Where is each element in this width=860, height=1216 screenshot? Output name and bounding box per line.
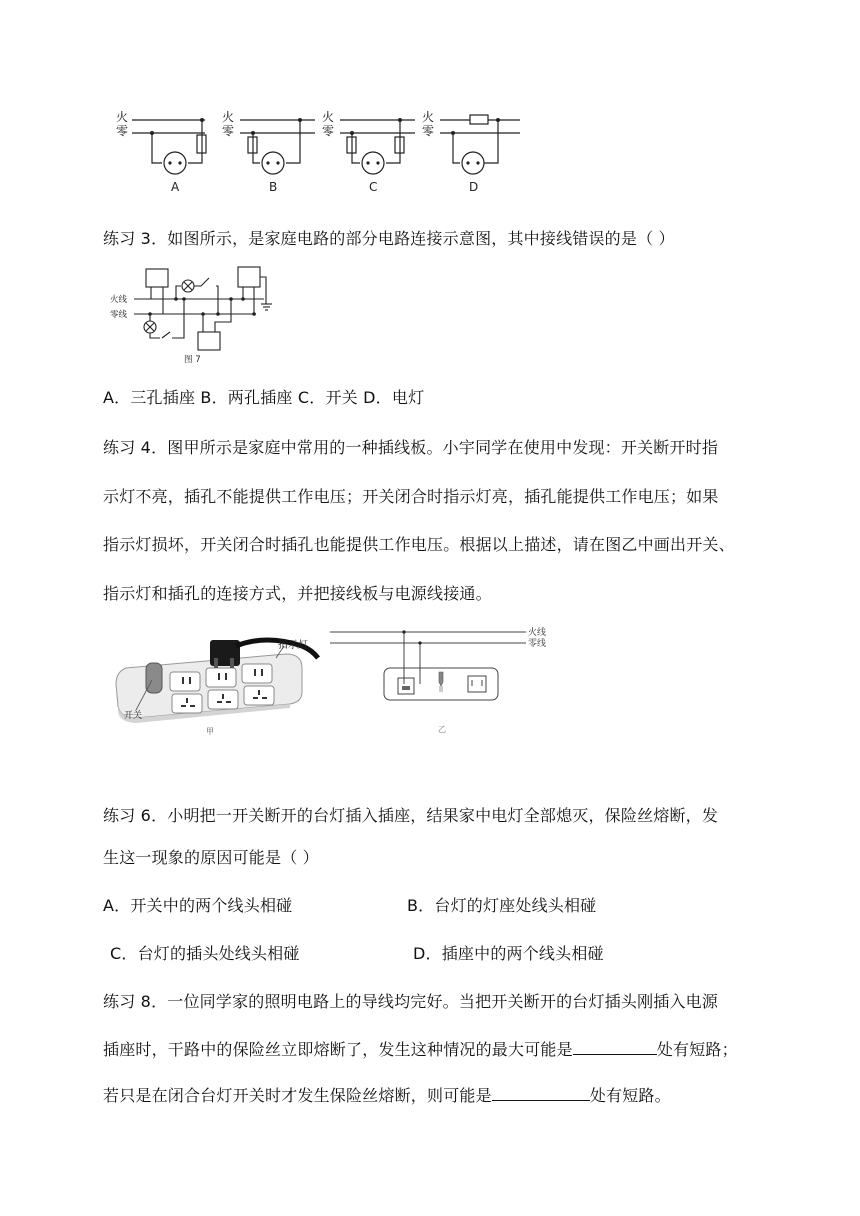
figure-yi-label: 乙 — [438, 725, 446, 734]
option-label-d: D — [469, 180, 479, 194]
circuit-options-figure — [110, 105, 530, 197]
q8-line-1: 练习 8．一位同学家的照明电路上的导线均完好。当把开关断开的台灯插头刚插入电源 — [103, 992, 719, 1011]
answer-blank-1 — [573, 1039, 657, 1055]
option-label-c: C — [369, 180, 378, 194]
q6-line-2: 生这一现象的原因可能是（ ） — [103, 848, 319, 867]
option-label-a: A — [171, 180, 180, 194]
neutral-wire-label-c: 零 — [322, 124, 335, 138]
neutral-wire-label-a: 零 — [116, 124, 129, 138]
q3-live-label: 火线 — [110, 295, 128, 305]
answer-blank-2 — [492, 1085, 590, 1101]
live-wire-label-d: 火 — [422, 110, 435, 124]
live-wire-label-c: 火 — [322, 110, 335, 124]
q8-line-2 — [103, 1039, 738, 1060]
wiring-board-figure — [326, 622, 566, 742]
q8-line-2-text: 插座时，干路中的保险丝立即熔断了，发生这种情况的最大可能是 — [103, 1040, 573, 1059]
q8-line-3 — [103, 1085, 671, 1106]
q3-circuit-figure — [106, 264, 286, 370]
neutral-wire-label-d: 零 — [422, 124, 435, 138]
q8-line-2-suffix: 处有短路； — [656, 1040, 738, 1059]
neutral-wire-label-b: 零 — [222, 124, 235, 138]
q4-live-label: 火线 — [528, 628, 547, 638]
option-label-b: B — [269, 180, 278, 194]
q4-line-1: 练习 4．图甲所示是家庭中常用的一种插线板。小宇同学在使用中发现：开关断开时指 — [103, 438, 719, 457]
q6-line-1: 练习 6．小明把一开关断开的台灯插入插座，结果家中电灯全部熄灭，保险丝熔断，发 — [103, 806, 719, 825]
q4-line-2: 示灯不亮，插孔不能提供工作电压；开关闭合时指示灯亮，插孔能提供工作电压；如果 — [103, 487, 719, 506]
switch-label: 开关 — [124, 711, 143, 721]
q6-option-a: A．开关中的两个线头相碰 — [103, 896, 293, 915]
q3-figure-caption: 图 7 — [184, 355, 201, 365]
q6-option-c: C．台灯的插头处线头相碰 — [110, 944, 300, 963]
q4-line-3: 指示灯损坏，开关闭合时插孔也能提供工作电压。根据以上描述，请在图乙中画出开关、 — [103, 535, 735, 554]
power-strip-figure — [106, 628, 322, 740]
q4-line-4: 指示灯和插孔的连接方式，并把接线板与电源线接通。 — [103, 584, 492, 603]
q3-neutral-label: 零线 — [110, 310, 128, 320]
strip-switch-button — [146, 663, 162, 693]
live-wire-label-b: 火 — [222, 110, 235, 124]
q3-stem: 练习 3．如图所示，是家庭电路的部分电路连接示意图，其中接线错误的是（ ） — [103, 229, 675, 248]
q8-line-3-suffix: 处有短路。 — [589, 1086, 671, 1105]
q8-line-3-text: 若只是在闭合台灯开关时才发生保险丝熔断，则可能是 — [103, 1086, 492, 1105]
q6-option-b: B．台灯的灯座处线头相碰 — [407, 896, 597, 915]
live-wire-label-a: 火 — [116, 110, 129, 124]
indicator-light-label: 指示灯 — [278, 640, 308, 651]
q3-options: A．三孔插座 B．两孔插座 C．开关 D．电灯 — [103, 388, 425, 407]
q4-neutral-label: 零线 — [528, 639, 547, 649]
figure-jia-label: 甲 — [206, 727, 214, 736]
q6-option-d: D．插座中的两个线头相碰 — [413, 944, 604, 963]
